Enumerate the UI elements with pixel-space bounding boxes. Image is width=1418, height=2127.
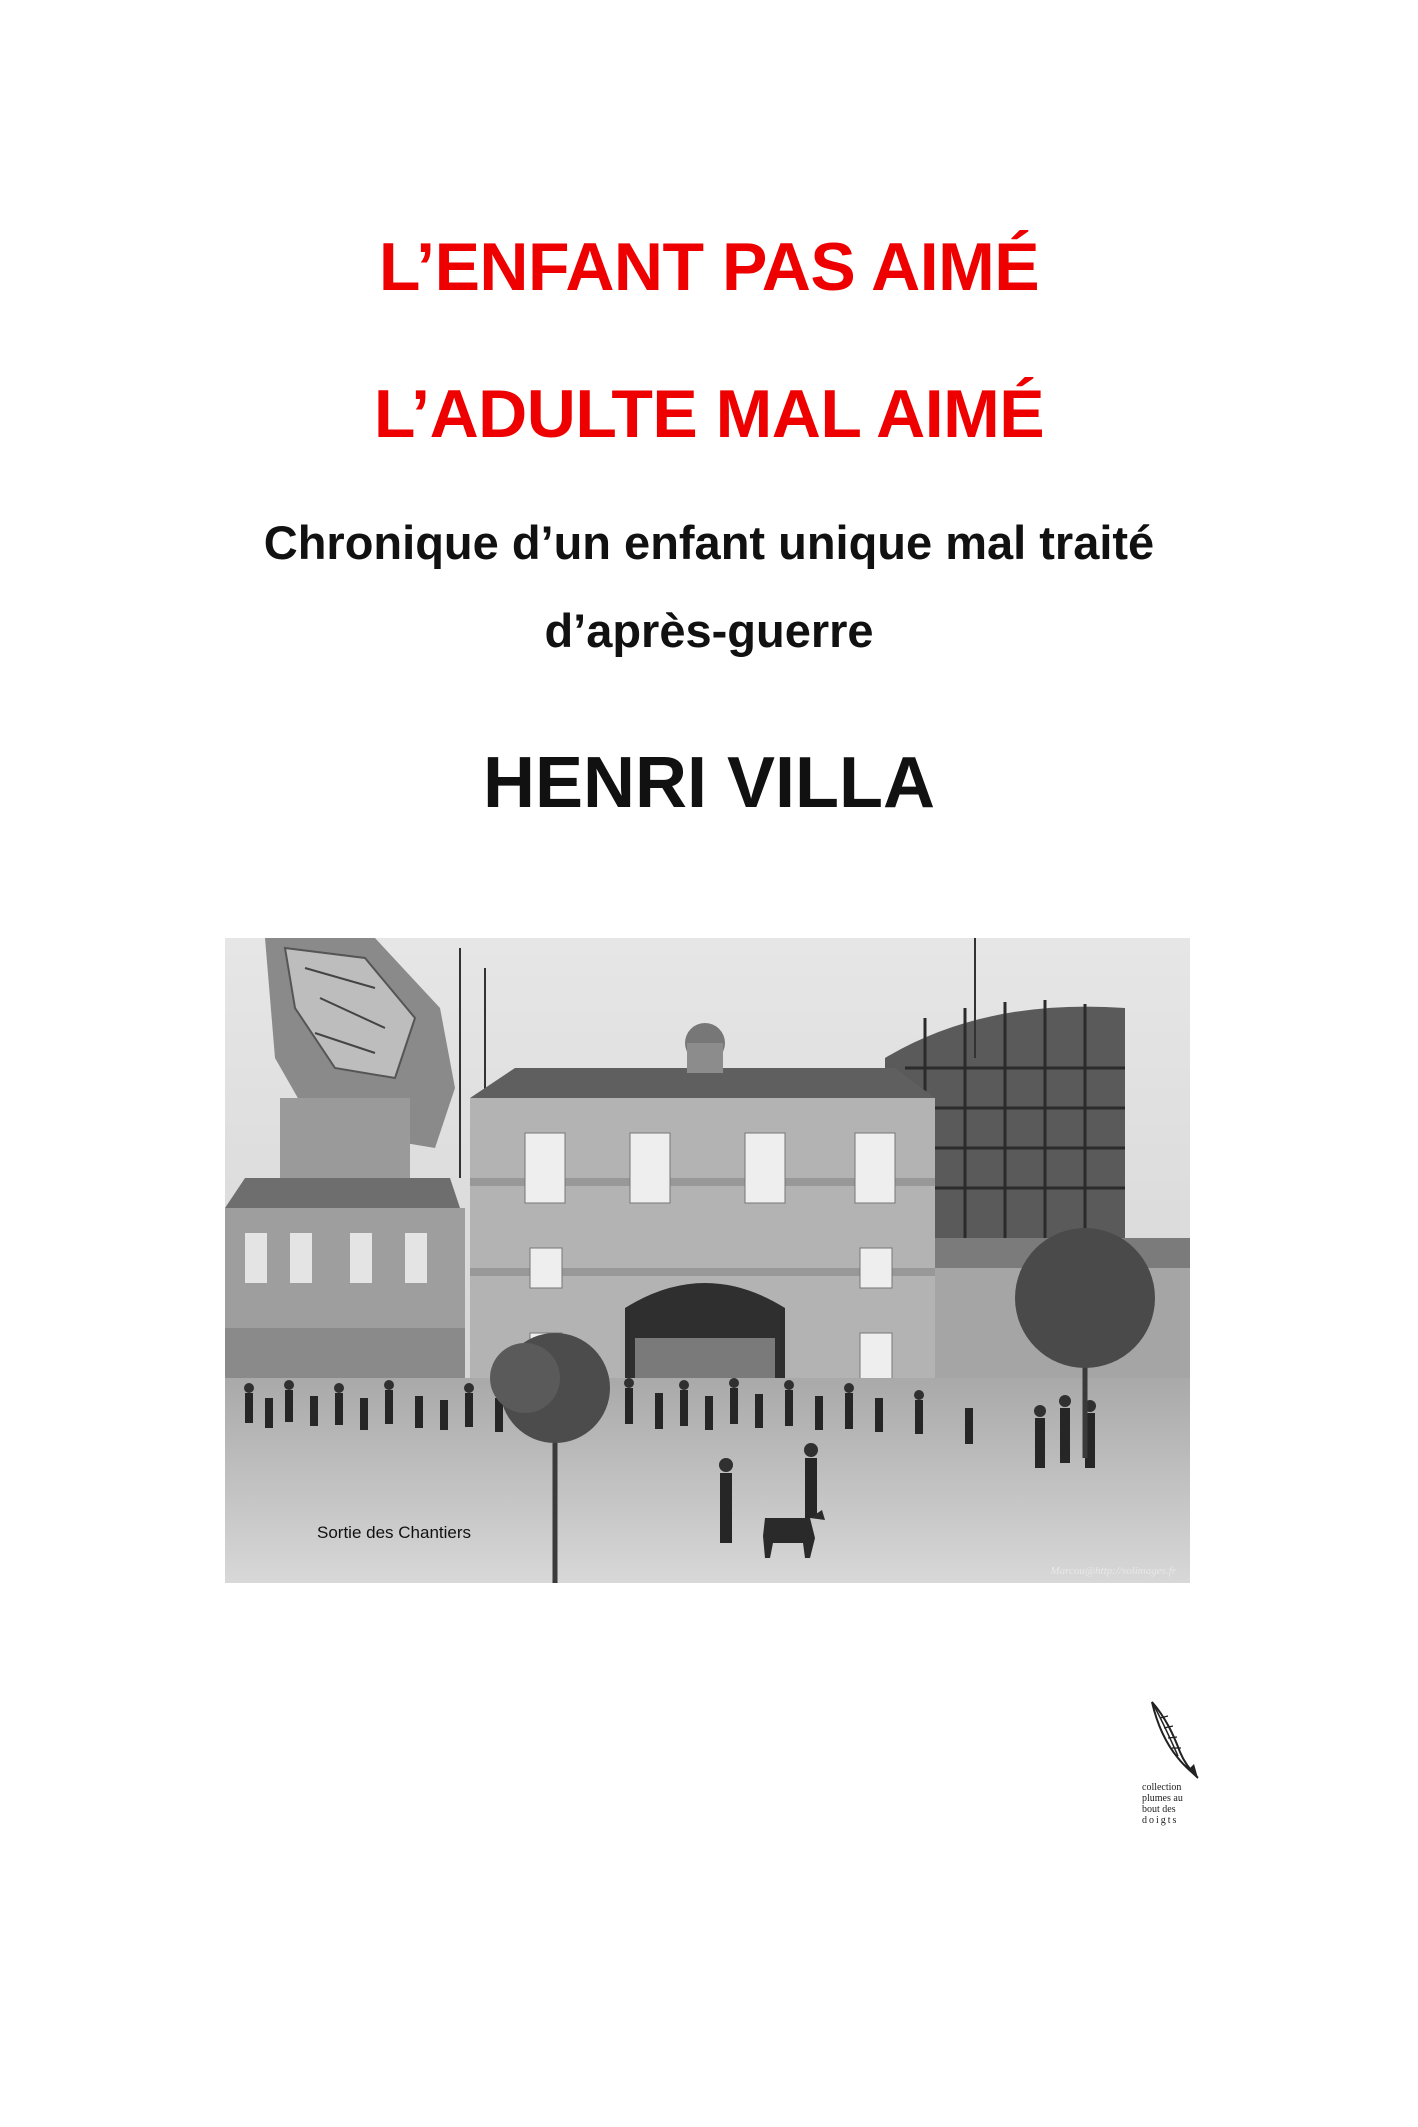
photo-caption: Sortie des Chantiers: [317, 1523, 472, 1542]
author-name: HENRI VILLA: [482, 743, 935, 823]
photo-watermark: Marcou@http://solimages.fr: [1050, 1565, 1176, 1577]
collection-logo: [1140, 1700, 1210, 1840]
quill-icon: [1148, 1700, 1202, 1780]
cover-photo: [225, 938, 1190, 1583]
collection-line-1: collection: [1142, 1782, 1182, 1793]
collection-line-4: doigts: [1142, 1815, 1179, 1826]
shipyard-photo-illustration: [225, 938, 1190, 1583]
subtitle-line-1: Chronique d’un enfant unique mal traité: [263, 516, 1155, 569]
subtitle-line-2: d’après-guerre: [544, 604, 874, 657]
collection-line-3: bout des: [1142, 1804, 1176, 1815]
title-line-1: L’ENFANT PAS AIMÉ: [378, 229, 1040, 305]
collection-name: [1142, 1782, 1212, 1826]
title-line-2: L’ADULTE MAL AIMÉ: [373, 376, 1045, 452]
collection-line-2: plumes au: [1142, 1793, 1183, 1804]
